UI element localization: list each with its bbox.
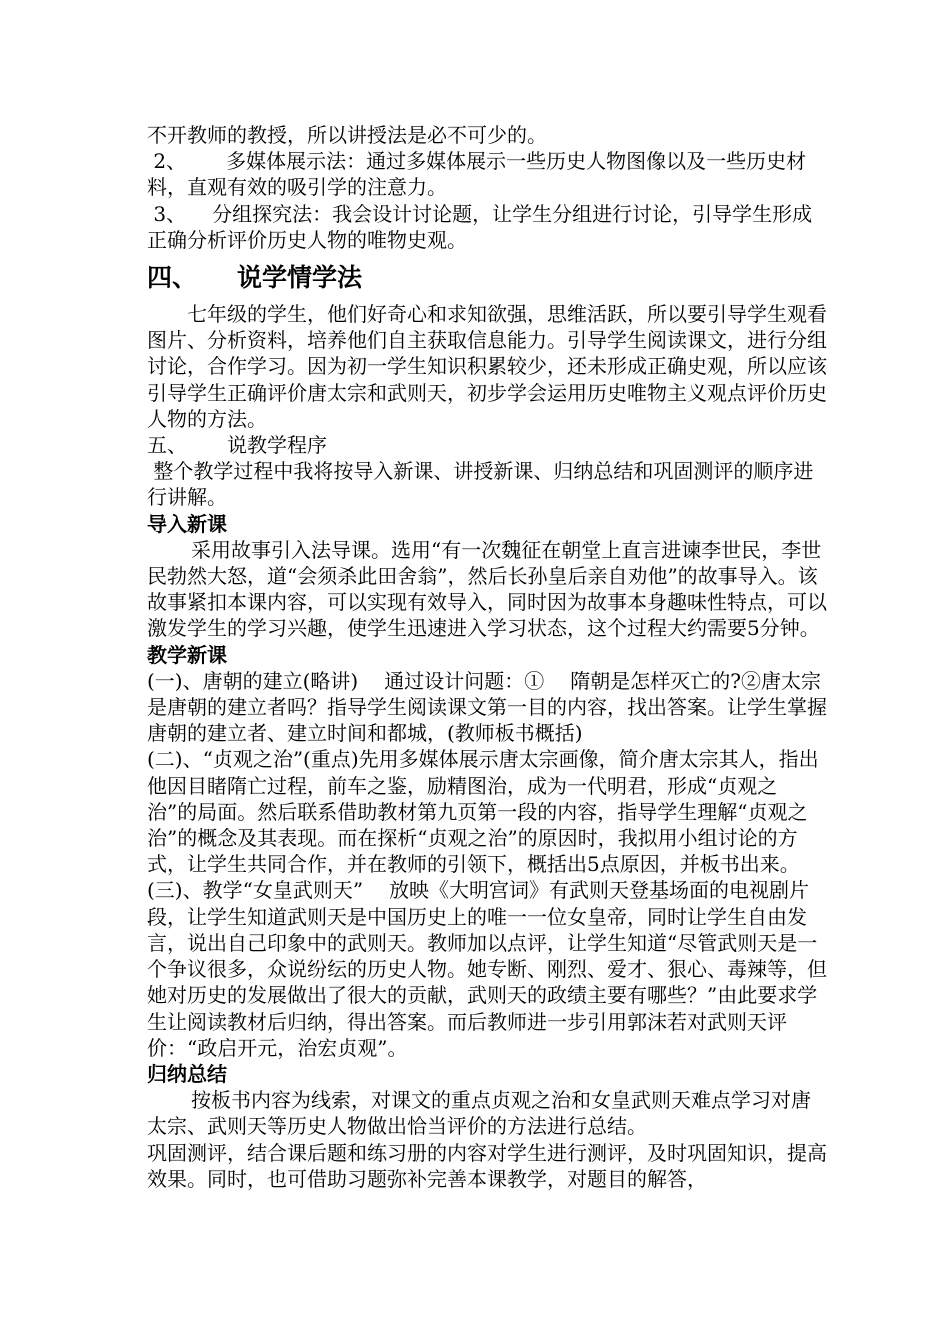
- method-item-2: [147, 148, 827, 200]
- section-heading-4: [147, 261, 827, 295]
- item-number: 3、: [153, 201, 187, 226]
- paragraph: 不开教师的教授，所以讲授法是必不可少的。: [147, 123, 547, 147]
- paragraph-text: 放映《大明宫词》有武则天登基场面的电视剧片段，让学生知道武则天是中国历史上的唯一一位女皇帝，同时让学生自由发言，说出自己印象中的武则天。教师加以点评，让学生知道“尽管武则天是一个争议很多，众说纷纭的历史人物。她专断、刚烈、爱才、狠心、毒辣等，但她对历史的发展做出了很大的贡献，武则天的政绩主要有哪些？”由此要求学生让阅读教材后归纳，得出答案。而后教师进一步引用郭沫若对武则天评价：“政启开元，治宏贞观”。: [147, 878, 827, 1060]
- subheading-summary: 归纳总结: [147, 1061, 227, 1086]
- paragraph: 按板书内容为线索，对课文的重点贞观之治和女皇武则天难点学习对唐太宗、武则天等历史人物做出恰当评价的方法进行总结。: [147, 1088, 811, 1139]
- section-heading-5: [147, 432, 827, 458]
- document-page: [147, 122, 827, 1192]
- subheading-new-lesson: 教学新课: [147, 642, 227, 667]
- paragraph: (二)、“贞观之治”(重点)先用多媒体展示唐太宗画像，简介唐太宗其人，指出他因目睹隋亡过程，前车之鉴，励精图治，成为一代明君，形成“贞观之治”的局面。然后联系借助教材第九页第一段的内容，指导学生理解“贞观之治”的概念及其表现。而在探析“贞观之治”的原因时，我拟用小组讨论的方式，让学生共同合作，并在教师的引领下，概括出5点原因，并板书出来。: [147, 747, 819, 877]
- paragraph-text: (三)、教学“女皇武则天”: [147, 878, 364, 903]
- item-number: 2、: [153, 149, 187, 174]
- item-text: 分组探究法：我会设计讨论题，让学生分组进行讨论，引导学生形成正确分析评价历史人物的唯物史观。: [147, 201, 813, 252]
- paragraph: [147, 877, 827, 1060]
- paragraph-text: 隋朝是怎样灭亡的?②唐太宗是唐朝的建立者吗？指导学生阅读课文第一目的内容，找出答案。让学生掌握唐朝的建立者、建立时间和都城，(教师板书概括): [147, 668, 827, 746]
- paragraph: 采用故事引入法导课。选用“有一次魏征在朝堂上直言进谏李世民，李世民勃然大怒，道“会须杀此田舍翁”，然后长孙皇后亲自劝他”的故事导入。该故事紧扣本课内容，可以实现有效导入，同时因为故事本身趣味性特点，可以激发学生的学习兴趣，使学生迅速进入学习状态，这个过程大约需要5分钟。: [147, 537, 827, 641]
- paragraph-text: 整个教学过程中我将按导入新课、讲授新课、归纳总结和巩固测评的顺序进行讲解。: [147, 459, 814, 510]
- section-title: 说学情学法: [237, 263, 363, 293]
- paragraph: [147, 458, 827, 510]
- section-title: 说教学程序: [227, 433, 327, 458]
- paragraph-text: 通过设计问题：①: [384, 668, 545, 693]
- section-number: 四、: [147, 263, 198, 293]
- paragraph: 七年级的学生，他们好奇心和求知欲强，思维活跃，所以要引导学生观看图片、分析资料，培养他们自主获取信息能力。引导学生阅读课文，进行分组讨论，合作学习。因为初一学生知识积累较少，还未形成正确史观，所以应该引导学生正确评价唐太宗和武则天，初步学会运用历史唯物主义观点评价历史人物的方法。: [147, 302, 827, 431]
- paragraph-text: (一)、唐朝的建立(略讲): [147, 668, 359, 693]
- subheading-intro: 导入新课: [147, 511, 227, 536]
- paragraph: 巩固测评，结合课后题和练习册的内容对学生进行测评，及时巩固知识，提高效果。同时，也可借助习题弥补完善本课教学，对题目的解答，: [147, 1140, 827, 1191]
- section-number: 五、: [147, 433, 187, 458]
- paragraph: [147, 668, 827, 747]
- item-text: 多媒体展示法：通过多媒体展示一些历史人物图像以及一些历史材料，直观有效的吸引学的注意力。: [147, 149, 807, 200]
- method-item-3: [147, 201, 827, 253]
